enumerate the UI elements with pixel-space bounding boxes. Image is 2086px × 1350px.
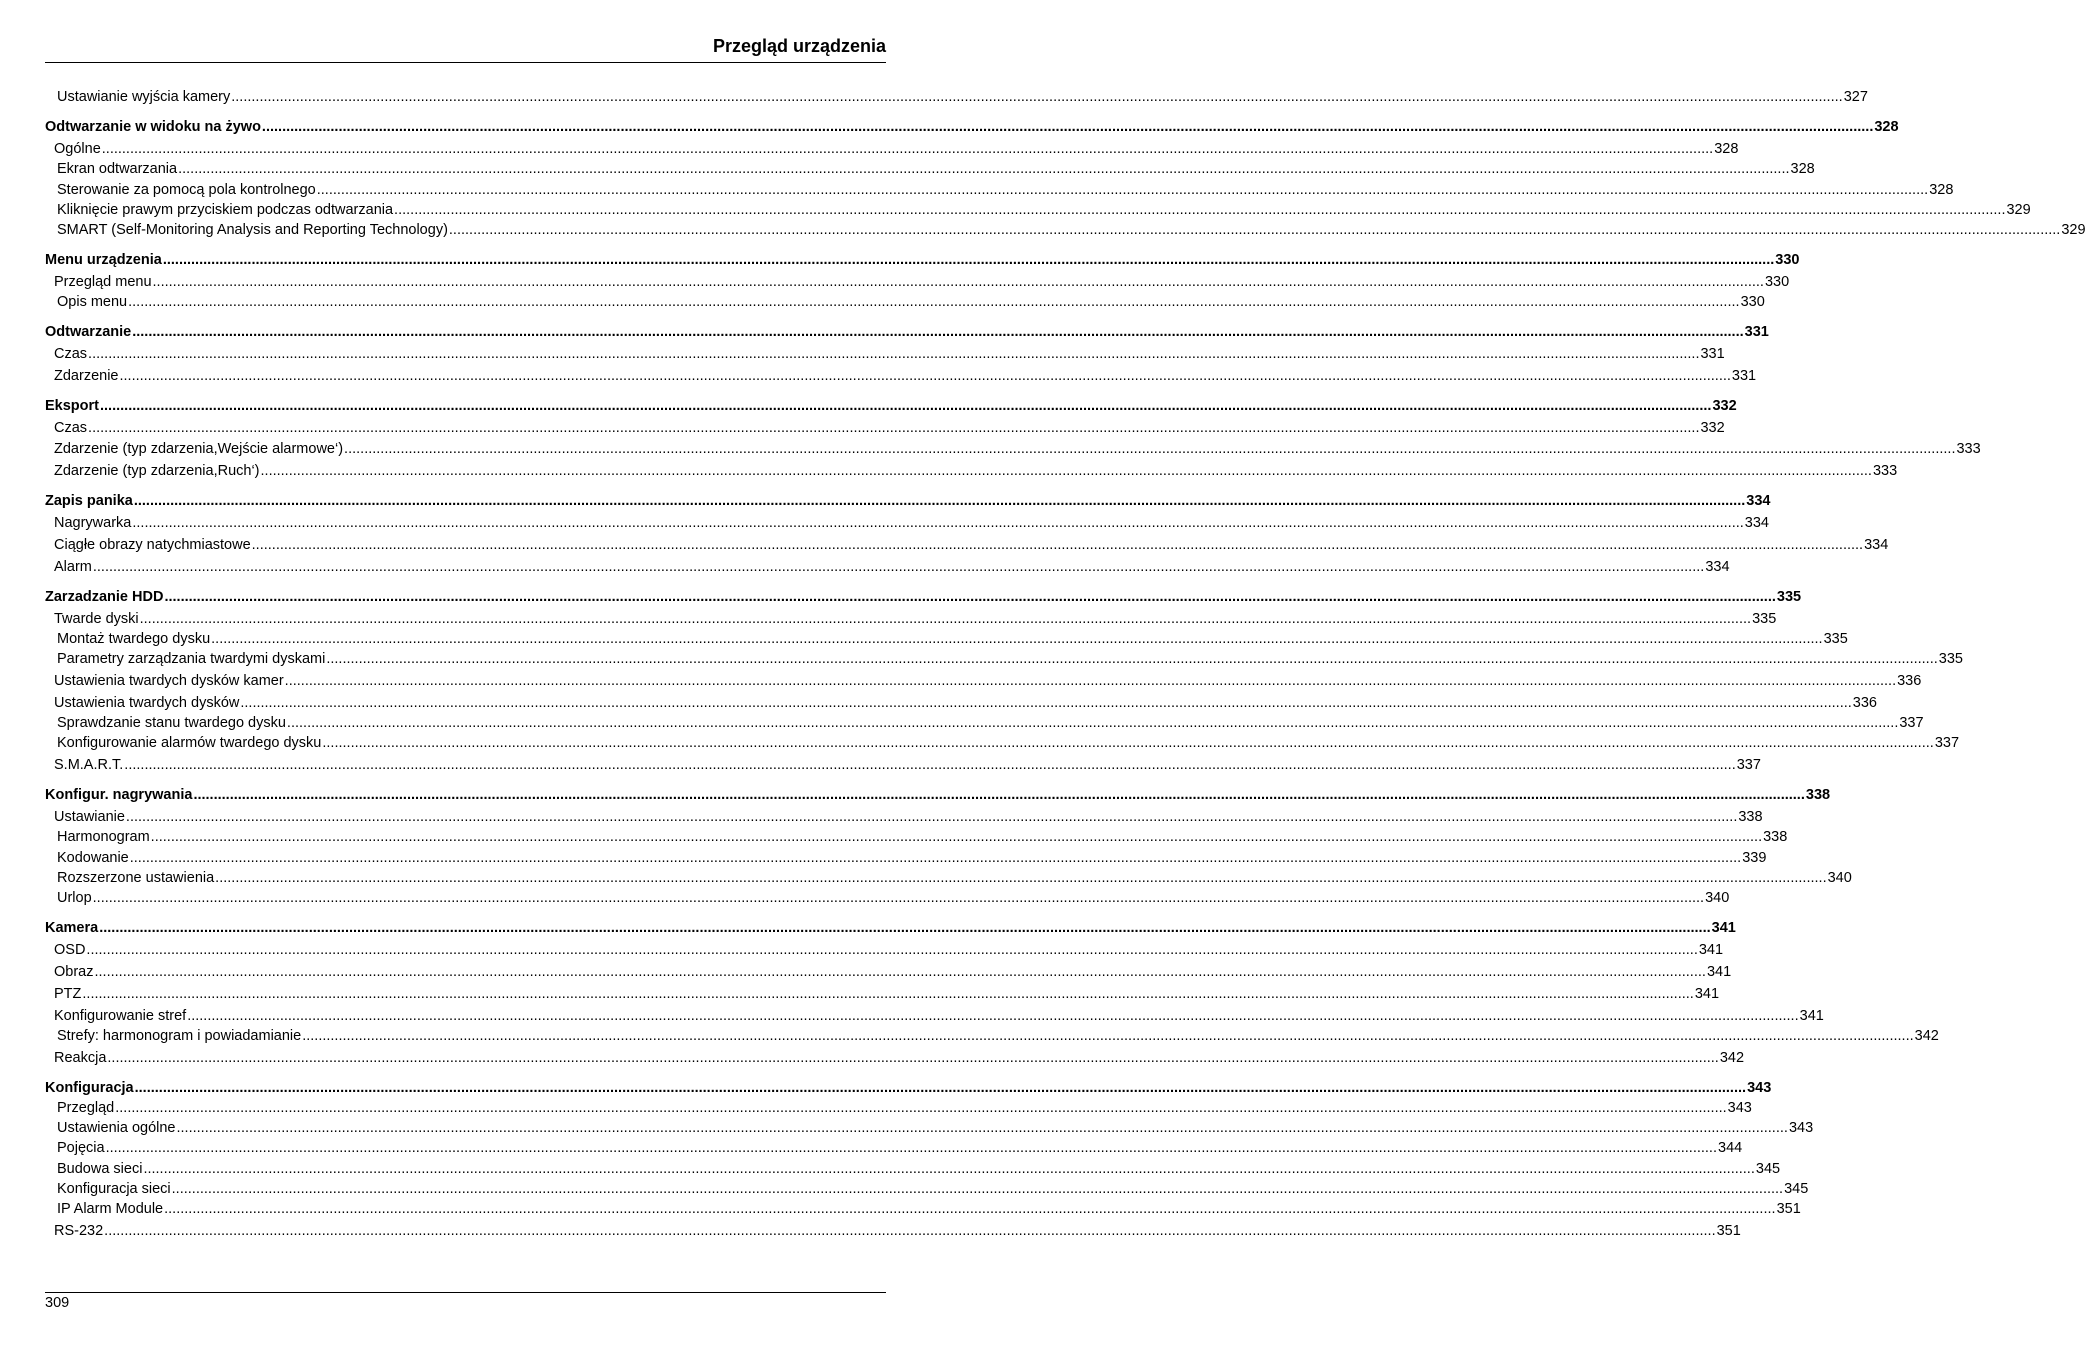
toc-entry <box>45 515 1769 533</box>
toc-entry <box>45 559 1730 577</box>
toc-entry <box>45 695 1877 713</box>
toc-entry <box>45 202 2031 220</box>
toc-dot-leader: ................................................................................................................................................................................................................................................................................................................................................................................................................ <box>101 141 1714 157</box>
toc-entry <box>45 757 1761 775</box>
toc-entry-title: Przegląd <box>57 1100 115 1116</box>
toc-entry-title: Kliknięcie prawym przyciskiem podczas odtwarzania <box>57 202 394 218</box>
toc-entry-title: Sprawdzanie stanu twardego dysku <box>57 715 286 731</box>
toc-entry <box>45 1008 1824 1026</box>
toc-entry-page: 338 <box>1763 829 1788 845</box>
toc-entry <box>45 141 1739 159</box>
toc-entry-title: Sterowanie za pomocą pola kontrolnego <box>57 182 316 198</box>
toc-dot-leader: ................................................................................................................................................................................................................................................................................................................................................................................................................ <box>132 515 1744 531</box>
toc-entry-title: Montaż twardego dysku <box>57 631 211 647</box>
toc-entry-title: Rozszerzone ustawienia <box>57 870 215 886</box>
page-header-title: Przegląd urządzenia <box>712 36 886 56</box>
toc-section-entry <box>45 119 1899 137</box>
toc-entry-title: RS-232 <box>54 1223 104 1239</box>
toc-entry-title: Budowa sieci <box>57 1161 143 1177</box>
toc-entry-title: Konfigurowanie alarmów twardego dysku <box>57 735 322 751</box>
toc-dot-leader: ................................................................................................................................................................................................................................................................................................................................................................................................................ <box>448 222 2061 238</box>
toc-entry-page: 333 <box>1956 441 1981 457</box>
toc-entry-title: Ustawienia ogólne <box>57 1120 176 1136</box>
toc-entry-title: Menu urządzenia <box>45 252 162 268</box>
toc-entry <box>45 1223 1741 1241</box>
toc-entry-page: 330 <box>1775 252 1800 268</box>
toc-section-entry <box>45 252 1800 270</box>
toc-entry-page: 339 <box>1742 850 1767 866</box>
toc-entry-page: 331 <box>1744 324 1769 340</box>
toc-dot-leader: ................................................................................................................................................................................................................................................................................................................................................................................................................ <box>99 920 1711 936</box>
toc-entry-title: Zdarzenie (typ zdarzenia,Wejście alarmowe‘) <box>54 441 344 457</box>
page-number: 309 <box>45 1295 70 1311</box>
toc-entry-page: 329 <box>2061 222 2086 238</box>
toc-entry-title: Ekran odtwarzania <box>57 161 178 177</box>
toc-dot-leader: ................................................................................................................................................................................................................................................................................................................................................................................................................ <box>86 942 1698 958</box>
toc-entry-title: IP Alarm Module <box>57 1201 164 1217</box>
toc-entry-page: 341 <box>1698 942 1724 958</box>
toc-entry-page: 335 <box>1938 651 1963 667</box>
toc-entry <box>45 1050 1745 1068</box>
toc-entry-title: Nagrywarka <box>54 515 132 531</box>
toc-entry-title: Konfiguracja sieci <box>57 1181 171 1197</box>
toc-entry-title: Ustawianie wyjścia kamery <box>57 89 231 105</box>
toc-entry-title: SMART (Self-Monitoring Analysis and Reporting Technology) <box>57 222 448 238</box>
toc-dot-leader: ................................................................................................................................................................................................................................................................................................................................................................................................................ <box>187 1008 1799 1024</box>
toc-entry-title: Ustawienia twardych dysków <box>54 695 240 711</box>
table-of-contents <box>45 0 2086 1260</box>
toc-entry-page: 334 <box>1705 559 1730 575</box>
toc-dot-leader: ................................................................................................................................................................................................................................................................................................................................................................................................................ <box>128 294 1740 310</box>
toc-dot-leader: ................................................................................................................................................................................................................................................................................................................................................................................................................ <box>286 715 1899 731</box>
toc-entry-title: Opis menu <box>57 294 128 310</box>
toc-section-entry <box>45 787 1831 805</box>
toc-dot-leader: ................................................................................................................................................................................................................................................................................................................................................................................................................ <box>88 420 1700 436</box>
toc-entry <box>45 420 1725 438</box>
toc-dot-leader: ................................................................................................................................................................................................................................................................................................................................................................................................................ <box>104 1223 1716 1239</box>
toc-entry <box>45 1140 1743 1158</box>
toc-entry <box>45 809 1763 827</box>
toc-entry <box>45 222 2086 240</box>
toc-entry-title: Ciągłe obrazy natychmiastowe <box>54 537 251 553</box>
toc-dot-leader: ................................................................................................................................................................................................................................................................................................................................................................................................................ <box>164 1201 1776 1217</box>
toc-entry-page: 338 <box>1738 809 1763 825</box>
toc-entry-page: 341 <box>1711 920 1736 936</box>
toc-entry-title: Przegląd menu <box>54 274 152 290</box>
toc-entry-page: 340 <box>1705 890 1730 906</box>
toc-entry-page: 331 <box>1731 368 1757 384</box>
toc-entry <box>45 964 1732 982</box>
toc-entry <box>45 1120 1814 1138</box>
toc-entry-page: 336 <box>1852 695 1877 711</box>
toc-entry-title: Pojęcia <box>57 1140 105 1156</box>
toc-entry <box>45 537 1889 555</box>
toc-dot-leader: ................................................................................................................................................................................................................................................................................................................................................................................................................ <box>115 1100 1727 1116</box>
toc-dot-leader: ................................................................................................................................................................................................................................................................................................................................................................................................................ <box>162 252 1775 268</box>
toc-entry-title: Zdarzenie <box>54 368 119 384</box>
toc-entry <box>45 182 1954 200</box>
toc-dot-leader: ................................................................................................................................................................................................................................................................................................................................................................................................................ <box>124 757 1736 773</box>
toc-entry-page: 338 <box>1805 787 1831 803</box>
toc-entry-page: 334 <box>1864 537 1889 553</box>
toc-entry <box>45 631 1848 649</box>
toc-entry-title: Odtwarzanie w widoku na żywo <box>45 119 261 135</box>
toc-entry-title: Reakcja <box>54 1050 107 1066</box>
toc-entry-page: 331 <box>1700 346 1725 362</box>
toc-entry-title: PTZ <box>54 986 82 1002</box>
toc-dot-leader: ................................................................................................................................................................................................................................................................................................................................................................................................................ <box>107 1050 1719 1066</box>
toc-dot-leader: ................................................................................................................................................................................................................................................................................................................................................................................................................ <box>100 398 1712 414</box>
toc-dot-leader: ................................................................................................................................................................................................................................................................................................................................................................................................................ <box>326 651 1938 667</box>
toc-entry-page: 328 <box>1874 119 1899 135</box>
toc-entry-title: Zapis panika <box>45 493 133 509</box>
toc-entry-title: Konfigur. nagrywania <box>45 787 193 803</box>
toc-entry-title: Harmonogram <box>57 829 150 845</box>
toc-entry-page: 343 <box>1788 1120 1814 1136</box>
toc-entry-title: Konfigurowanie stref <box>54 1008 187 1024</box>
toc-entry-page: 337 <box>1736 757 1761 773</box>
toc-entry-title: Twarde dyski <box>54 611 139 627</box>
toc-dot-leader: ................................................................................................................................................................................................................................................................................................................................................................................................................ <box>178 161 1790 177</box>
toc-dot-leader: ................................................................................................................................................................................................................................................................................................................................................................................................................ <box>193 787 1805 803</box>
toc-dot-leader: ................................................................................................................................................................................................................................................................................................................................................................................................................ <box>82 986 1694 1002</box>
toc-entry <box>45 1028 1939 1046</box>
toc-dot-leader: ................................................................................................................................................................................................................................................................................................................................................................................................................ <box>134 1080 1747 1096</box>
toc-entry-title: S.M.A.R.T. <box>54 757 124 773</box>
toc-entry <box>45 890 1730 908</box>
toc-entry-title: Czas <box>54 346 88 362</box>
toc-dot-leader: ................................................................................................................................................................................................................................................................................................................................................................................................................ <box>322 735 1934 751</box>
toc-dot-leader: ................................................................................................................................................................................................................................................................................................................................................................................................................ <box>139 611 1752 627</box>
toc-entry-page: 328 <box>1790 161 1815 177</box>
toc-entry-page: 343 <box>1727 1100 1752 1116</box>
toc-dot-leader: ................................................................................................................................................................................................................................................................................................................................................................................................................ <box>240 695 1852 711</box>
toc-entry-title: Kodowanie <box>57 850 129 866</box>
toc-dot-leader: ................................................................................................................................................................................................................................................................................................................................................................................................................ <box>316 182 1929 198</box>
toc-entry-page: 341 <box>1799 1008 1824 1024</box>
toc-entry-page: 351 <box>1776 1201 1801 1217</box>
toc-section-entry <box>45 1080 1772 1098</box>
toc-entry <box>45 870 1852 888</box>
toc-entry-title: Eksport <box>45 398 99 414</box>
toc-entry-page: 333 <box>1872 463 1898 479</box>
toc-entry-page: 344 <box>1718 1140 1743 1156</box>
toc-entry <box>45 850 1767 868</box>
toc-entry <box>45 1181 1809 1199</box>
toc-entry <box>45 441 1981 459</box>
toc-entry <box>45 294 1765 312</box>
toc-dot-leader: ................................................................................................................................................................................................................................................................................................................................................................................................................ <box>125 809 1738 825</box>
toc-entry-title: Zarzadzanie HDD <box>45 589 164 605</box>
toc-entry-title: Zdarzenie (typ zdarzenia,Ruch‘) <box>54 463 260 479</box>
toc-dot-leader: ................................................................................................................................................................................................................................................................................................................................................................................................................ <box>284 673 1897 689</box>
toc-dot-leader: ................................................................................................................................................................................................................................................................................................................................................................................................................ <box>92 559 1705 575</box>
toc-dot-leader: ................................................................................................................................................................................................................................................................................................................................................................................................................ <box>119 368 1731 384</box>
toc-entry-title: Alarm <box>54 559 92 575</box>
toc-entry-page: 335 <box>1776 589 1802 605</box>
toc-dot-leader: ................................................................................................................................................................................................................................................................................................................................................................................................................ <box>261 119 1874 135</box>
toc-dot-leader: ................................................................................................................................................................................................................................................................................................................................................................................................................ <box>143 1161 1755 1177</box>
toc-dot-leader: ................................................................................................................................................................................................................................................................................................................................................................................................................ <box>132 324 1744 340</box>
toc-dot-leader: ................................................................................................................................................................................................................................................................................................................................................................................................................ <box>251 537 1864 553</box>
toc-entry-title: OSD <box>54 942 86 958</box>
toc-dot-leader: ................................................................................................................................................................................................................................................................................................................................................................................................................ <box>88 346 1700 362</box>
toc-entry <box>45 368 1757 386</box>
toc-entry-title: Strefy: harmonogram i powiadamianie <box>57 1028 302 1044</box>
toc-entry-page: 330 <box>1764 274 1790 290</box>
toc-entry <box>45 1201 1801 1219</box>
toc-entry <box>45 942 1724 960</box>
toc-section-entry <box>45 589 1802 607</box>
toc-entry-page: 330 <box>1740 294 1765 310</box>
toc-entry-title: Ogólne <box>54 141 101 157</box>
toc-entry-page: 334 <box>1746 493 1771 509</box>
toc-entry-title: Urlop <box>57 890 92 906</box>
toc-entry-page: 328 <box>1929 182 1954 198</box>
toc-dot-leader: ................................................................................................................................................................................................................................................................................................................................................................................................................ <box>150 829 1763 845</box>
toc-section-entry <box>45 493 1771 511</box>
toc-entry-page: 337 <box>1934 735 1960 751</box>
toc-section-entry <box>45 920 1736 938</box>
toc-entry-title: Ustawianie <box>54 809 125 825</box>
toc-entry-page: 337 <box>1899 715 1924 731</box>
toc-entry-page: 327 <box>1843 89 1868 105</box>
toc-dot-leader: ................................................................................................................................................................................................................................................................................................................................................................................................................ <box>105 1140 1717 1156</box>
toc-entry <box>45 673 1922 691</box>
toc-entry-page: 329 <box>2006 202 2031 218</box>
toc-entry <box>45 463 1898 481</box>
toc-dot-leader: ................................................................................................................................................................................................................................................................................................................................................................................................................ <box>394 202 2006 218</box>
toc-entry <box>45 611 1777 629</box>
toc-entry-page: 341 <box>1706 964 1732 980</box>
footer-rule <box>45 1292 886 1293</box>
toc-dot-leader: ................................................................................................................................................................................................................................................................................................................................................................................................................ <box>133 493 1746 509</box>
toc-dot-leader: ................................................................................................................................................................................................................................................................................................................................................................................................................ <box>211 631 1823 647</box>
toc-entry <box>45 89 1868 107</box>
toc-entry <box>45 715 1924 733</box>
toc-entry <box>45 161 1815 179</box>
toc-entry-title: Kamera <box>45 920 99 936</box>
toc-entry-title: Obraz <box>54 964 94 980</box>
toc-entry-title: Czas <box>54 420 88 436</box>
toc-entry <box>45 1161 1781 1179</box>
toc-entry <box>45 1100 1752 1118</box>
toc-entry-page: 342 <box>1719 1050 1745 1066</box>
toc-section-entry <box>45 324 1769 342</box>
toc-entry-title: Konfiguracja <box>45 1080 134 1096</box>
toc-entry-page: 345 <box>1784 1181 1809 1197</box>
toc-entry-page: 334 <box>1744 515 1769 531</box>
toc-entry <box>45 735 1960 753</box>
toc-entry-title: Ustawienia twardych dysków kamer <box>54 673 284 689</box>
toc-entry <box>45 651 1963 669</box>
toc-dot-leader: ................................................................................................................................................................................................................................................................................................................................................................................................................ <box>260 463 1872 479</box>
toc-entry <box>45 829 1788 847</box>
toc-dot-leader: ................................................................................................................................................................................................................................................................................................................................................................................................................ <box>176 1120 1788 1136</box>
toc-entry-page: 342 <box>1914 1028 1939 1044</box>
toc-dot-leader: ................................................................................................................................................................................................................................................................................................................................................................................................................ <box>344 441 1956 457</box>
toc-dot-leader: ................................................................................................................................................................................................................................................................................................................................................................................................................ <box>94 964 1706 980</box>
toc-entry-page: 332 <box>1712 398 1737 414</box>
toc-entry-page: 328 <box>1714 141 1739 157</box>
toc-entry-page: 335 <box>1823 631 1848 647</box>
toc-section-entry <box>45 398 1737 416</box>
toc-entry-title: Parametry zarządzania twardymi dyskami <box>57 651 326 667</box>
toc-dot-leader: ................................................................................................................................................................................................................................................................................................................................................................................................................ <box>171 1181 1784 1197</box>
toc-entry-page: 343 <box>1747 1080 1772 1096</box>
toc-dot-leader: ................................................................................................................................................................................................................................................................................................................................................................................................................ <box>129 850 1742 866</box>
toc-dot-leader: ................................................................................................................................................................................................................................................................................................................................................................................................................ <box>231 89 1843 105</box>
toc-entry-page: 351 <box>1716 1223 1741 1239</box>
toc-dot-leader: ................................................................................................................................................................................................................................................................................................................................................................................................................ <box>92 890 1705 906</box>
toc-entry-page: 345 <box>1755 1161 1781 1177</box>
toc-entry <box>45 346 1725 364</box>
toc-entry-page: 335 <box>1752 611 1777 627</box>
toc-entry <box>45 274 1790 292</box>
toc-entry <box>45 986 1720 1004</box>
toc-entry-page: 340 <box>1827 870 1852 886</box>
toc-dot-leader: ................................................................................................................................................................................................................................................................................................................................................................................................................ <box>302 1028 1914 1044</box>
toc-entry-title: Odtwarzanie <box>45 324 132 340</box>
toc-dot-leader: ................................................................................................................................................................................................................................................................................................................................................................................................................ <box>215 870 1827 886</box>
toc-entry-page: 332 <box>1700 420 1725 436</box>
toc-entry-page: 336 <box>1897 673 1922 689</box>
toc-dot-leader: ................................................................................................................................................................................................................................................................................................................................................................................................................ <box>164 589 1776 605</box>
toc-entry-page: 341 <box>1694 986 1720 1002</box>
toc-dot-leader: ................................................................................................................................................................................................................................................................................................................................................................................................................ <box>152 274 1764 290</box>
